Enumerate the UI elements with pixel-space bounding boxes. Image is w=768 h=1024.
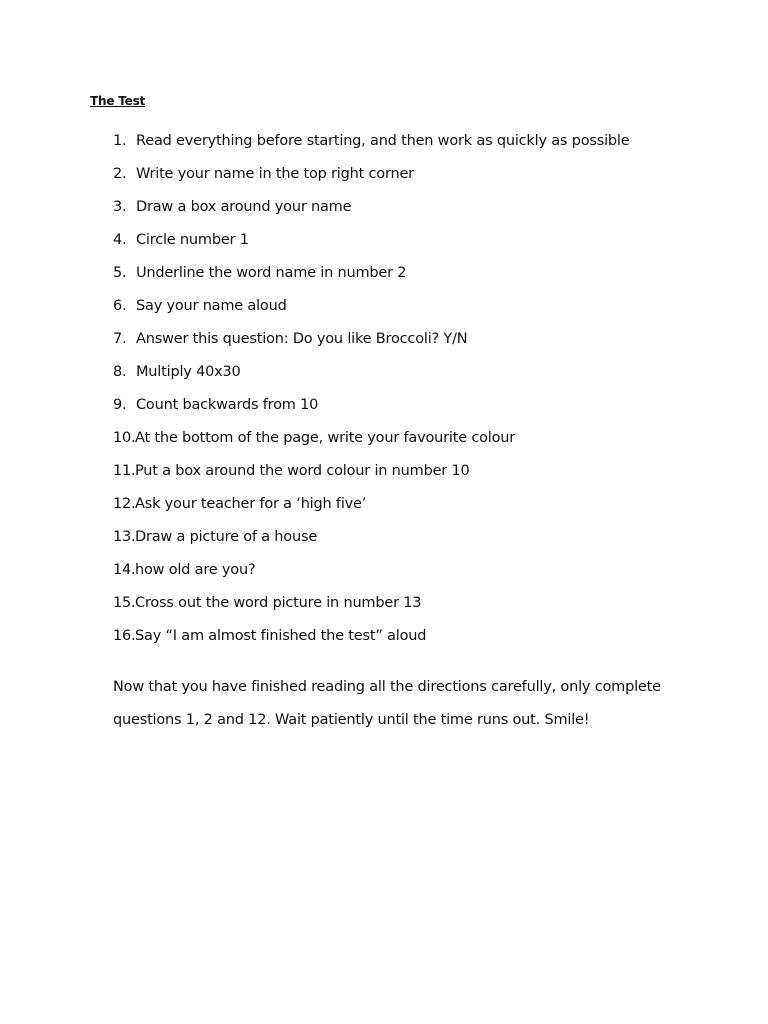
instruction-number: 12. bbox=[113, 496, 136, 512]
instruction-text: Cross out the word picture in number 13 bbox=[135, 595, 422, 611]
instruction-text: how old are you? bbox=[135, 562, 256, 578]
instruction-number: 5. bbox=[113, 265, 127, 281]
instruction-text: Answer this question: Do you like Broccoli? Y/N bbox=[136, 331, 468, 347]
instruction-number: 7. bbox=[113, 331, 127, 347]
instruction-number: 13. bbox=[113, 529, 136, 545]
instruction-number: 1. bbox=[113, 133, 127, 149]
instruction-text: Multiply 40x30 bbox=[136, 364, 241, 380]
instruction-number: 2. bbox=[113, 166, 127, 182]
instruction-number: 4. bbox=[113, 232, 127, 248]
instruction-text: Draw a picture of a house bbox=[135, 529, 318, 545]
instruction-text: Put a box around the word colour in number 10 bbox=[135, 463, 470, 479]
instruction-text: Say “I am almost finished the test” aloud bbox=[135, 628, 427, 644]
instruction-text: Read everything before starting, and then work as quickly as possible bbox=[136, 133, 630, 149]
instruction-number: 9. bbox=[113, 397, 127, 413]
instruction-number: 16. bbox=[113, 628, 136, 644]
instruction-text: Ask your teacher for a ‘high five’ bbox=[135, 496, 367, 512]
instruction-text: Circle number 1 bbox=[136, 232, 249, 248]
instruction-text: Draw a box around your name bbox=[136, 199, 352, 215]
document-title: The Test bbox=[90, 94, 146, 108]
instruction-number: 10. bbox=[113, 430, 136, 446]
closing-note: Now that you have finished reading all the directions carefully, only complete questions 1, 2 and 12. Wait patiently until the time runs out. Smile! bbox=[113, 679, 661, 728]
instruction-number: 11. bbox=[113, 463, 136, 479]
instruction-number: 14. bbox=[113, 562, 136, 578]
instruction-text: Write your name in the top right corner bbox=[136, 166, 414, 182]
instruction-text: Say your name aloud bbox=[136, 298, 287, 314]
instruction-number: 8. bbox=[113, 364, 127, 380]
instruction-text: At the bottom of the page, write your favourite colour bbox=[135, 430, 516, 446]
instruction-text: Count backwards from 10 bbox=[136, 397, 319, 413]
instruction-number: 3. bbox=[113, 199, 127, 215]
instruction-text: Underline the word name in number 2 bbox=[136, 265, 407, 281]
instruction-number: 6. bbox=[113, 298, 127, 314]
instruction-number: 15. bbox=[113, 595, 136, 611]
